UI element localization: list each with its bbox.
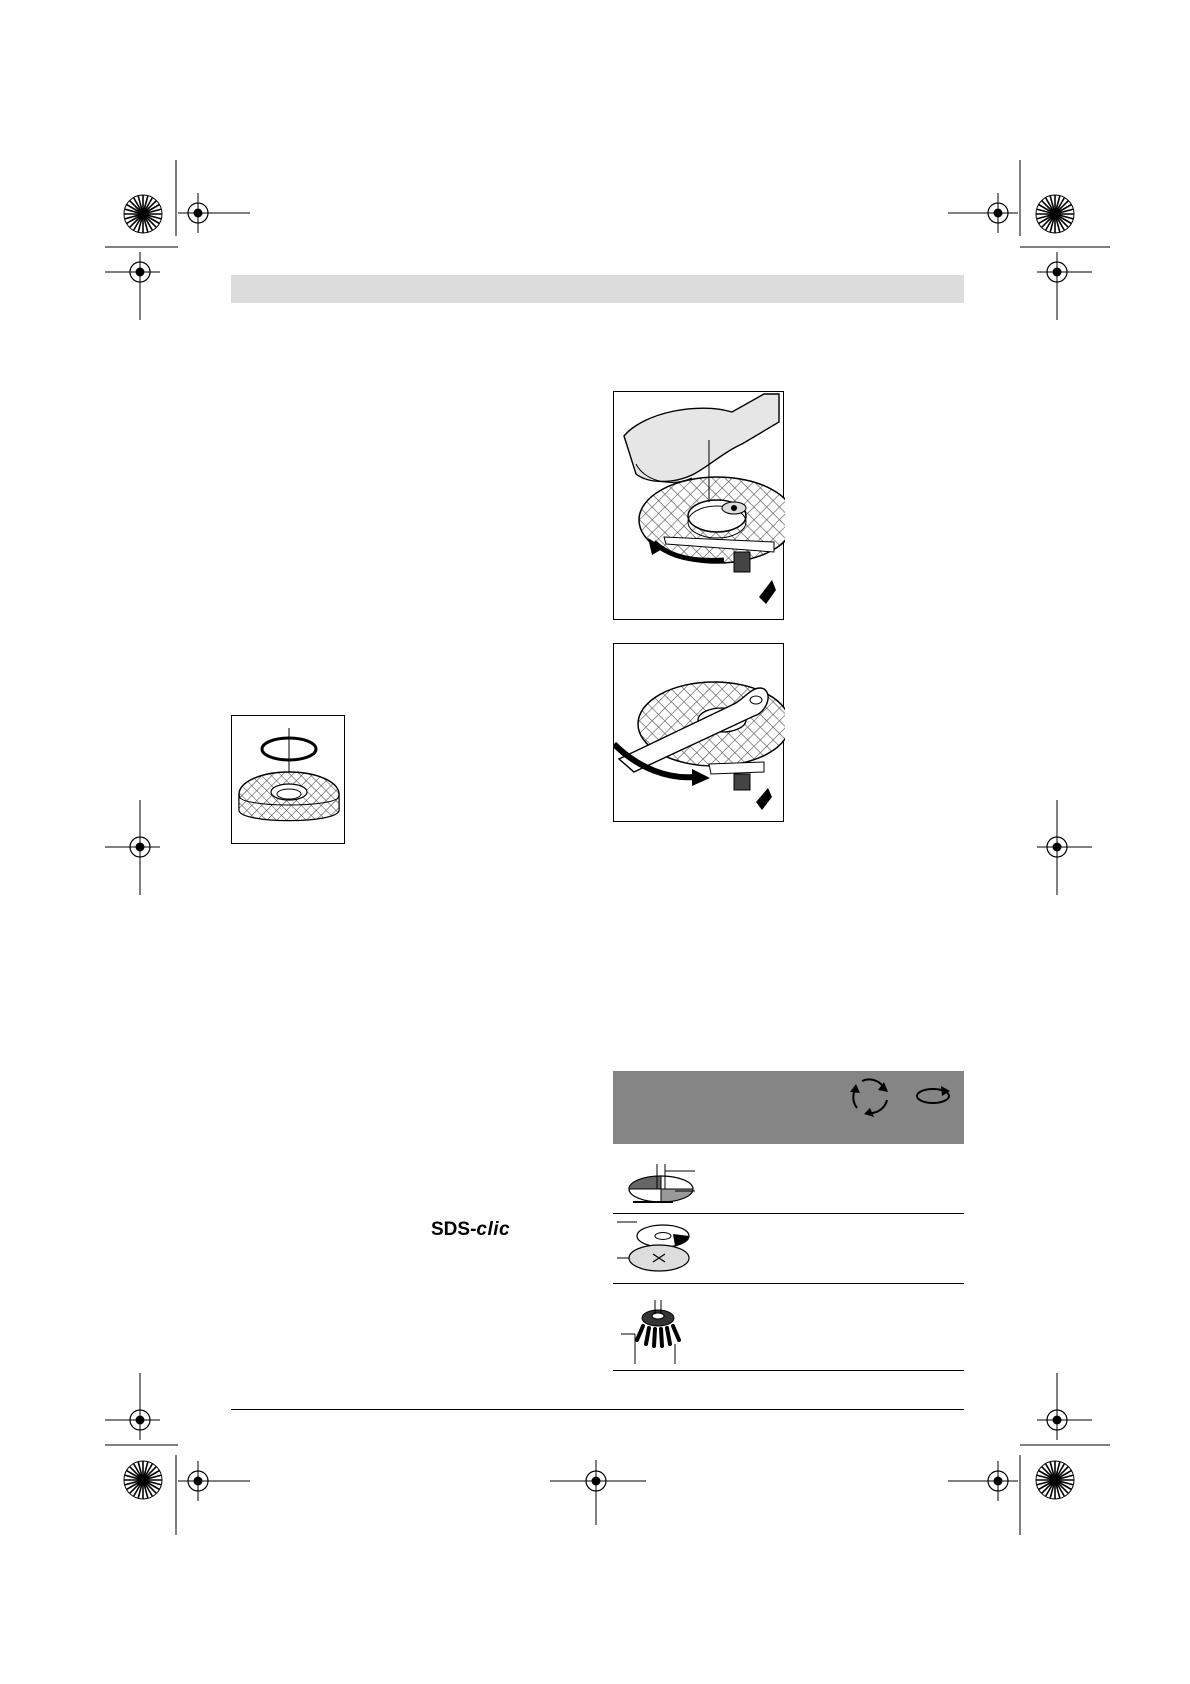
hand-tightening-illustration (614, 392, 785, 621)
header-bar (231, 275, 964, 303)
cup-brush-icon (621, 1300, 679, 1364)
figure-spanner-loosening (613, 643, 784, 822)
sds-clic-logo (431, 1217, 531, 1243)
table-row-backing-pad (613, 1214, 964, 1284)
rotating-arrows-icon (850, 1079, 888, 1117)
footer-rule (231, 1409, 964, 1410)
sds-clic-logo-suffix: clic (476, 1219, 511, 1240)
color-wheel-top-right (1036, 195, 1074, 233)
backing-pad-disc-icon (617, 1222, 689, 1271)
grinding-disc-dimension-icon (629, 1164, 695, 1202)
o-ring-illustration (232, 716, 346, 845)
spanner-illustration (614, 644, 785, 823)
color-wheel-bottom-right (1036, 1461, 1074, 1499)
color-wheel-top-left (124, 195, 162, 233)
table-header (613, 1071, 964, 1144)
sds-clic-logo-prefix: SDS- (431, 1219, 477, 1240)
color-wheel-bottom-left (124, 1461, 162, 1499)
table-row-disc (613, 1144, 964, 1214)
rotation-arrow-icon (917, 1086, 950, 1103)
figure-hand-tightening-nut (613, 391, 784, 620)
figure-o-ring-flange (231, 715, 345, 844)
table-row-cup-brush (613, 1284, 964, 1371)
